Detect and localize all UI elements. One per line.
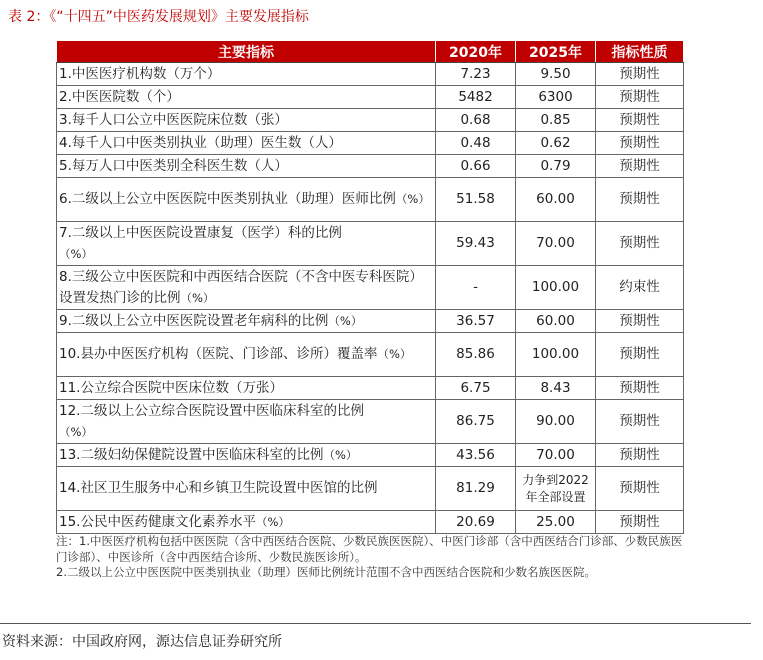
value-2025-cell: 0.79 bbox=[516, 155, 596, 178]
value-2020-cell: 81.29 bbox=[436, 467, 516, 511]
value-2020-cell: 20.69 bbox=[436, 511, 516, 534]
table-notes bbox=[56, 534, 686, 581]
note-1: 注：1.中医医疗机构包括中医医院（含中西医结合医院、少数民族医医院）、中医门诊部（含中西医结合门诊部、少数民族医门诊部）、中医诊所（含中西医结合诊所、少数民族医诊所）。 bbox=[56, 534, 683, 564]
indicator-cell bbox=[57, 400, 436, 444]
indicator-unit: （%） bbox=[59, 246, 93, 261]
divider bbox=[0, 623, 751, 624]
indicator-unit: （%） bbox=[59, 424, 93, 439]
indicator-cell bbox=[57, 333, 436, 377]
value-2020-cell: 86.75 bbox=[436, 400, 516, 444]
indicator-cell bbox=[57, 511, 436, 534]
source-line: 资料来源：中国政府网，源达信息证券研究所 bbox=[2, 634, 282, 650]
value-2025-cell: 0.85 bbox=[516, 109, 596, 132]
table-row bbox=[57, 132, 684, 155]
indicator-text: 12.二级以上公立综合医院设置中医临床科室的比例 bbox=[59, 402, 364, 419]
table-row bbox=[57, 511, 684, 534]
table-row bbox=[57, 86, 684, 109]
indicator-text: 15.公民中医药健康文化素养水平 bbox=[59, 513, 256, 530]
indicator-unit: （%） bbox=[377, 347, 412, 361]
value-2025-cell: 60.00 bbox=[516, 310, 596, 333]
indicator-text: 7.二级以上中医医院设置康复（医学）科的比例 bbox=[59, 224, 342, 241]
value-2025-cell: 0.62 bbox=[516, 132, 596, 155]
table-row bbox=[57, 178, 684, 222]
indicator-text: 9.二级以上公立中医医院设置老年病科的比例 bbox=[59, 312, 329, 329]
type-cell: 预期性 bbox=[596, 222, 684, 266]
indicator-unit: （%） bbox=[255, 514, 290, 529]
value-2020-cell: - bbox=[436, 266, 516, 310]
header-type: 指标性质 bbox=[596, 41, 684, 63]
value-2020-cell: 0.48 bbox=[436, 132, 516, 155]
indicators-table bbox=[56, 40, 684, 534]
table-title: 表 2：《“十四五”中医药发展规划》主要发展指标 bbox=[8, 9, 309, 25]
value-2025-cell: 90.00 bbox=[516, 400, 596, 444]
header-2025: 2025年 bbox=[516, 41, 596, 63]
table-row bbox=[57, 155, 684, 178]
indicator-unit: （%） bbox=[328, 313, 363, 328]
type-cell: 预期性 bbox=[596, 333, 684, 377]
indicator-cell bbox=[57, 222, 436, 266]
table-row bbox=[57, 333, 684, 377]
indicator-text: 8.三级公立中医医院和中西医结合医院（不含中医专科医院）设置发热门诊的比例 bbox=[59, 268, 423, 306]
value-2020-cell: 0.68 bbox=[436, 109, 516, 132]
table-row bbox=[57, 109, 684, 132]
indicator-unit: （%） bbox=[323, 447, 358, 462]
value-2025-cell: 70.00 bbox=[516, 444, 596, 467]
note-2: 2.二级以上公立中医医院中医类别执业（助理）医师比例统计范围不含中西医结合医院和少数名族医医院。 bbox=[56, 565, 596, 579]
indicator-cell: 1.中医医疗机构数（万个） bbox=[57, 63, 436, 86]
type-cell: 预期性 bbox=[596, 467, 684, 511]
table-row bbox=[57, 266, 684, 310]
table-row bbox=[57, 222, 684, 266]
type-cell: 约束性 bbox=[596, 266, 684, 310]
table-row bbox=[57, 377, 684, 400]
value-2025-cell: 100.00 bbox=[516, 266, 596, 310]
indicator-text: 6.二级以上公立中医医院中医类别执业（助理）医师比例 bbox=[59, 191, 396, 207]
indicator-cell: 4.每千人口中医类别执业（助理）医生数（人） bbox=[57, 132, 436, 155]
value-2025-cell: 9.50 bbox=[516, 63, 596, 86]
value-2020-cell: 0.66 bbox=[436, 155, 516, 178]
indicator-unit: （%） bbox=[180, 290, 215, 305]
value-2025-cell: 8.43 bbox=[516, 377, 596, 400]
value-2020-cell: 59.43 bbox=[436, 222, 516, 266]
value-2025-cell: 60.00 bbox=[516, 178, 596, 222]
indicator-cell bbox=[57, 310, 436, 333]
value-2020-cell: 6.75 bbox=[436, 377, 516, 400]
value-2025-cell: 70.00 bbox=[516, 222, 596, 266]
type-cell: 预期性 bbox=[596, 400, 684, 444]
type-cell: 预期性 bbox=[596, 377, 684, 400]
value-2020-cell: 43.56 bbox=[436, 444, 516, 467]
type-cell: 预期性 bbox=[596, 444, 684, 467]
value-2020-cell: 5482 bbox=[436, 86, 516, 109]
table-row bbox=[57, 444, 684, 467]
type-cell: 预期性 bbox=[596, 109, 684, 132]
indicator-unit: （%） bbox=[395, 192, 430, 206]
table-row bbox=[57, 63, 684, 86]
header-indicator: 主要指标 bbox=[57, 41, 436, 63]
type-cell: 预期性 bbox=[596, 63, 684, 86]
value-2025-cell: 力争到2022年全部设置 bbox=[516, 467, 596, 511]
value-2025-cell: 100.00 bbox=[516, 333, 596, 377]
table-row bbox=[57, 467, 684, 511]
indicator-cell: 11.公立综合医院中医床位数（万张） bbox=[57, 377, 436, 400]
indicator-cell: 2.中医医院数（个） bbox=[57, 86, 436, 109]
indicator-cell bbox=[57, 178, 436, 222]
type-cell: 预期性 bbox=[596, 155, 684, 178]
indicator-text: 10.县办中医医疗机构（医院、门诊部、诊所）覆盖率 bbox=[59, 346, 378, 362]
value-2025-cell: 25.00 bbox=[516, 511, 596, 534]
type-cell: 预期性 bbox=[596, 86, 684, 109]
indicator-cell: 5.每万人口中医类别全科医生数（人） bbox=[57, 155, 436, 178]
value-2020-cell: 7.23 bbox=[436, 63, 516, 86]
type-cell: 预期性 bbox=[596, 178, 684, 222]
table-header-row bbox=[57, 41, 684, 63]
indicator-cell bbox=[57, 444, 436, 467]
value-2020-cell: 85.86 bbox=[436, 333, 516, 377]
table-row bbox=[57, 400, 684, 444]
type-cell: 预期性 bbox=[596, 310, 684, 333]
indicator-text: 13.二级妇幼保健院设置中医临床科室的比例 bbox=[59, 446, 324, 463]
value-2020-cell: 51.58 bbox=[436, 178, 516, 222]
value-2020-cell: 36.57 bbox=[436, 310, 516, 333]
indicator-cell bbox=[57, 266, 436, 310]
indicator-cell: 3.每千人口公立中医医院床位数（张） bbox=[57, 109, 436, 132]
type-cell: 预期性 bbox=[596, 511, 684, 534]
value-2025-cell: 6300 bbox=[516, 86, 596, 109]
type-cell: 预期性 bbox=[596, 132, 684, 155]
header-2020: 2020年 bbox=[436, 41, 516, 63]
table-row bbox=[57, 310, 684, 333]
indicator-cell: 14.社区卫生服务中心和乡镇卫生院设置中医馆的比例 bbox=[57, 467, 436, 511]
